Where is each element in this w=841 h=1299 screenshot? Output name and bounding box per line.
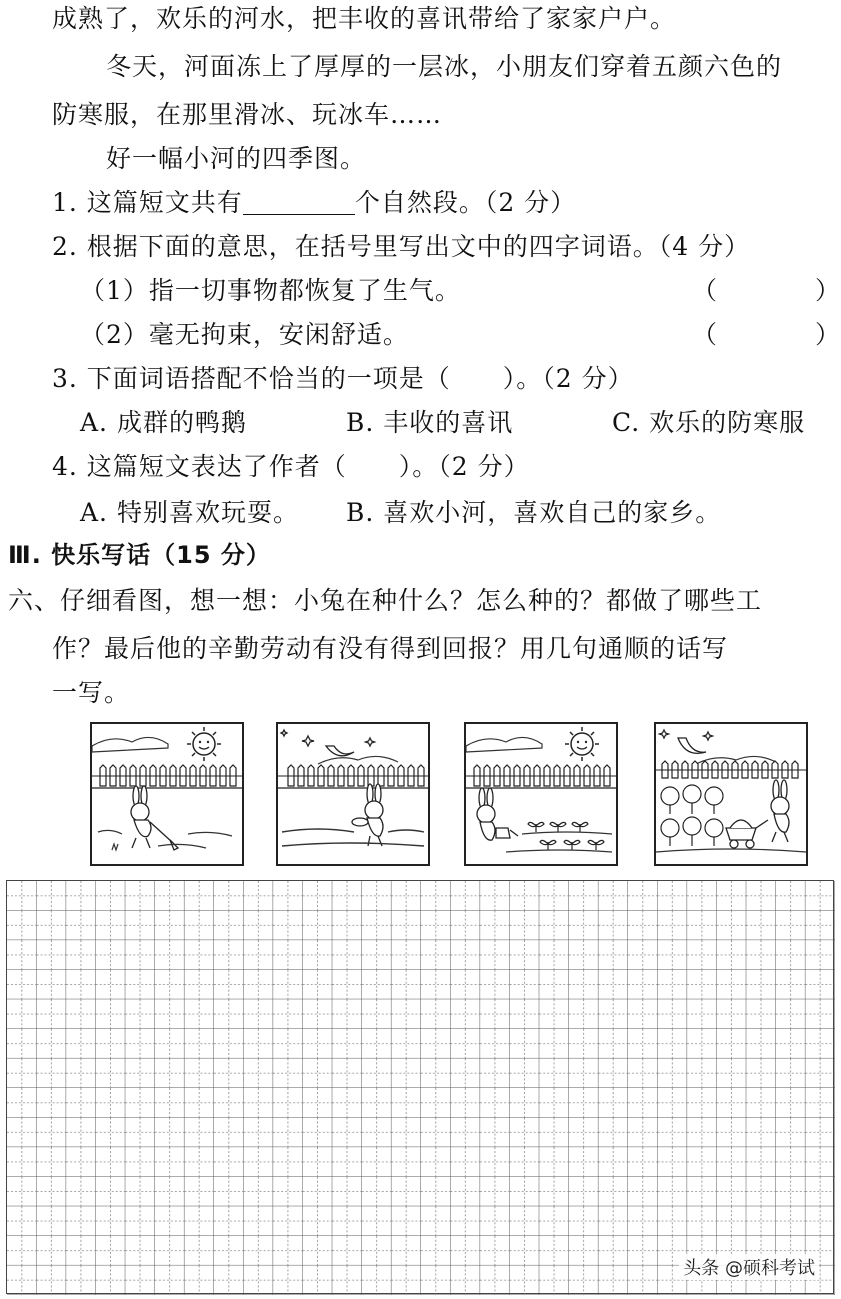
answer-paren-open[interactable]: （ xyxy=(692,276,719,305)
rabbit-icon xyxy=(131,786,178,850)
sun-icon xyxy=(565,727,599,761)
rabbit-icon xyxy=(352,784,383,846)
illustration-strip xyxy=(0,718,841,868)
question-3: 3. 下面词语搭配不恰当的一项是（ ）。（2 分） xyxy=(52,364,634,393)
rabbit-digging-illustration xyxy=(92,724,242,864)
rabbit-watering-illustration xyxy=(466,724,616,864)
rabbit-harvest-illustration xyxy=(656,724,806,864)
question-2-2: （2）毫无拘束，安闲舒适。 xyxy=(80,320,409,349)
sprout-icon xyxy=(528,822,604,850)
section-title: Ⅲ. 快乐写话（15 分） xyxy=(8,541,271,569)
question-1-text: 1. 这篇短文共有 xyxy=(52,188,243,217)
answer-paren-open[interactable]: （ xyxy=(692,320,719,349)
option-3b: B. 丰收的喜讯 xyxy=(346,408,514,437)
rabbit-icon xyxy=(756,780,789,842)
question-2: 2. 根据下面的意思，在括号里写出文中的四字词语。（4 分） xyxy=(52,232,751,261)
option-3a: A. 成群的鸭鹅 xyxy=(80,408,247,437)
question-4: 4. 这篇短文表达了作者（ ）。（2 分） xyxy=(52,452,530,481)
rabbit-sowing-illustration xyxy=(278,724,428,864)
passage-line-1: 成熟了，欢乐的河水，把丰收的喜讯带给了家家户户。 xyxy=(52,4,677,33)
question-2-1: （1）指一切事物都恢复了生气。 xyxy=(80,276,461,305)
moon-icon xyxy=(281,730,375,756)
answer-blank[interactable] xyxy=(243,190,355,215)
passage-line-2: 冬天，河面冻上了厚厚的一层冰，小朋友们穿着五颜六色的 xyxy=(106,52,783,81)
question-6-line-1: 六、仔细看图，想一想：小兔在种什么？怎么种的？都做了哪些工 xyxy=(8,586,763,615)
rabbit-icon xyxy=(477,788,518,840)
watermark: 头条 @硕科考试 xyxy=(679,1254,819,1280)
option-4a: A. 特别喜欢玩耍。 xyxy=(80,498,299,527)
option-3c: C. 欢乐的防寒服 xyxy=(612,408,806,437)
panel-digging xyxy=(90,722,244,866)
question-1-score: 个自然段。（2 分） xyxy=(354,188,577,217)
answer-paren-close: ） xyxy=(815,276,841,305)
question-6-line-3: 一写。 xyxy=(52,678,131,707)
panel-sowing xyxy=(276,722,430,866)
question-6-line-2: 作？最后他的辛勤劳动有没有得到回报？用几句通顺的话写 xyxy=(52,634,729,663)
panel-watering xyxy=(464,722,618,866)
writing-grid-lines xyxy=(7,881,835,1295)
moon-icon xyxy=(660,730,713,753)
answer-paren-close: ） xyxy=(815,320,841,349)
passage-line-4: 好一幅小河的四季图。 xyxy=(106,144,367,173)
writing-grid[interactable] xyxy=(6,880,834,1294)
question-1 xyxy=(52,188,576,218)
passage-line-3: 防寒服，在那里滑冰、玩冰车…… xyxy=(52,100,443,129)
cart-icon xyxy=(726,820,756,848)
option-4b: B. 喜欢小河，喜欢自己的家乡。 xyxy=(346,498,722,527)
sun-icon xyxy=(187,727,221,761)
panel-harvest xyxy=(654,722,808,866)
cabbage-icon xyxy=(661,785,723,846)
